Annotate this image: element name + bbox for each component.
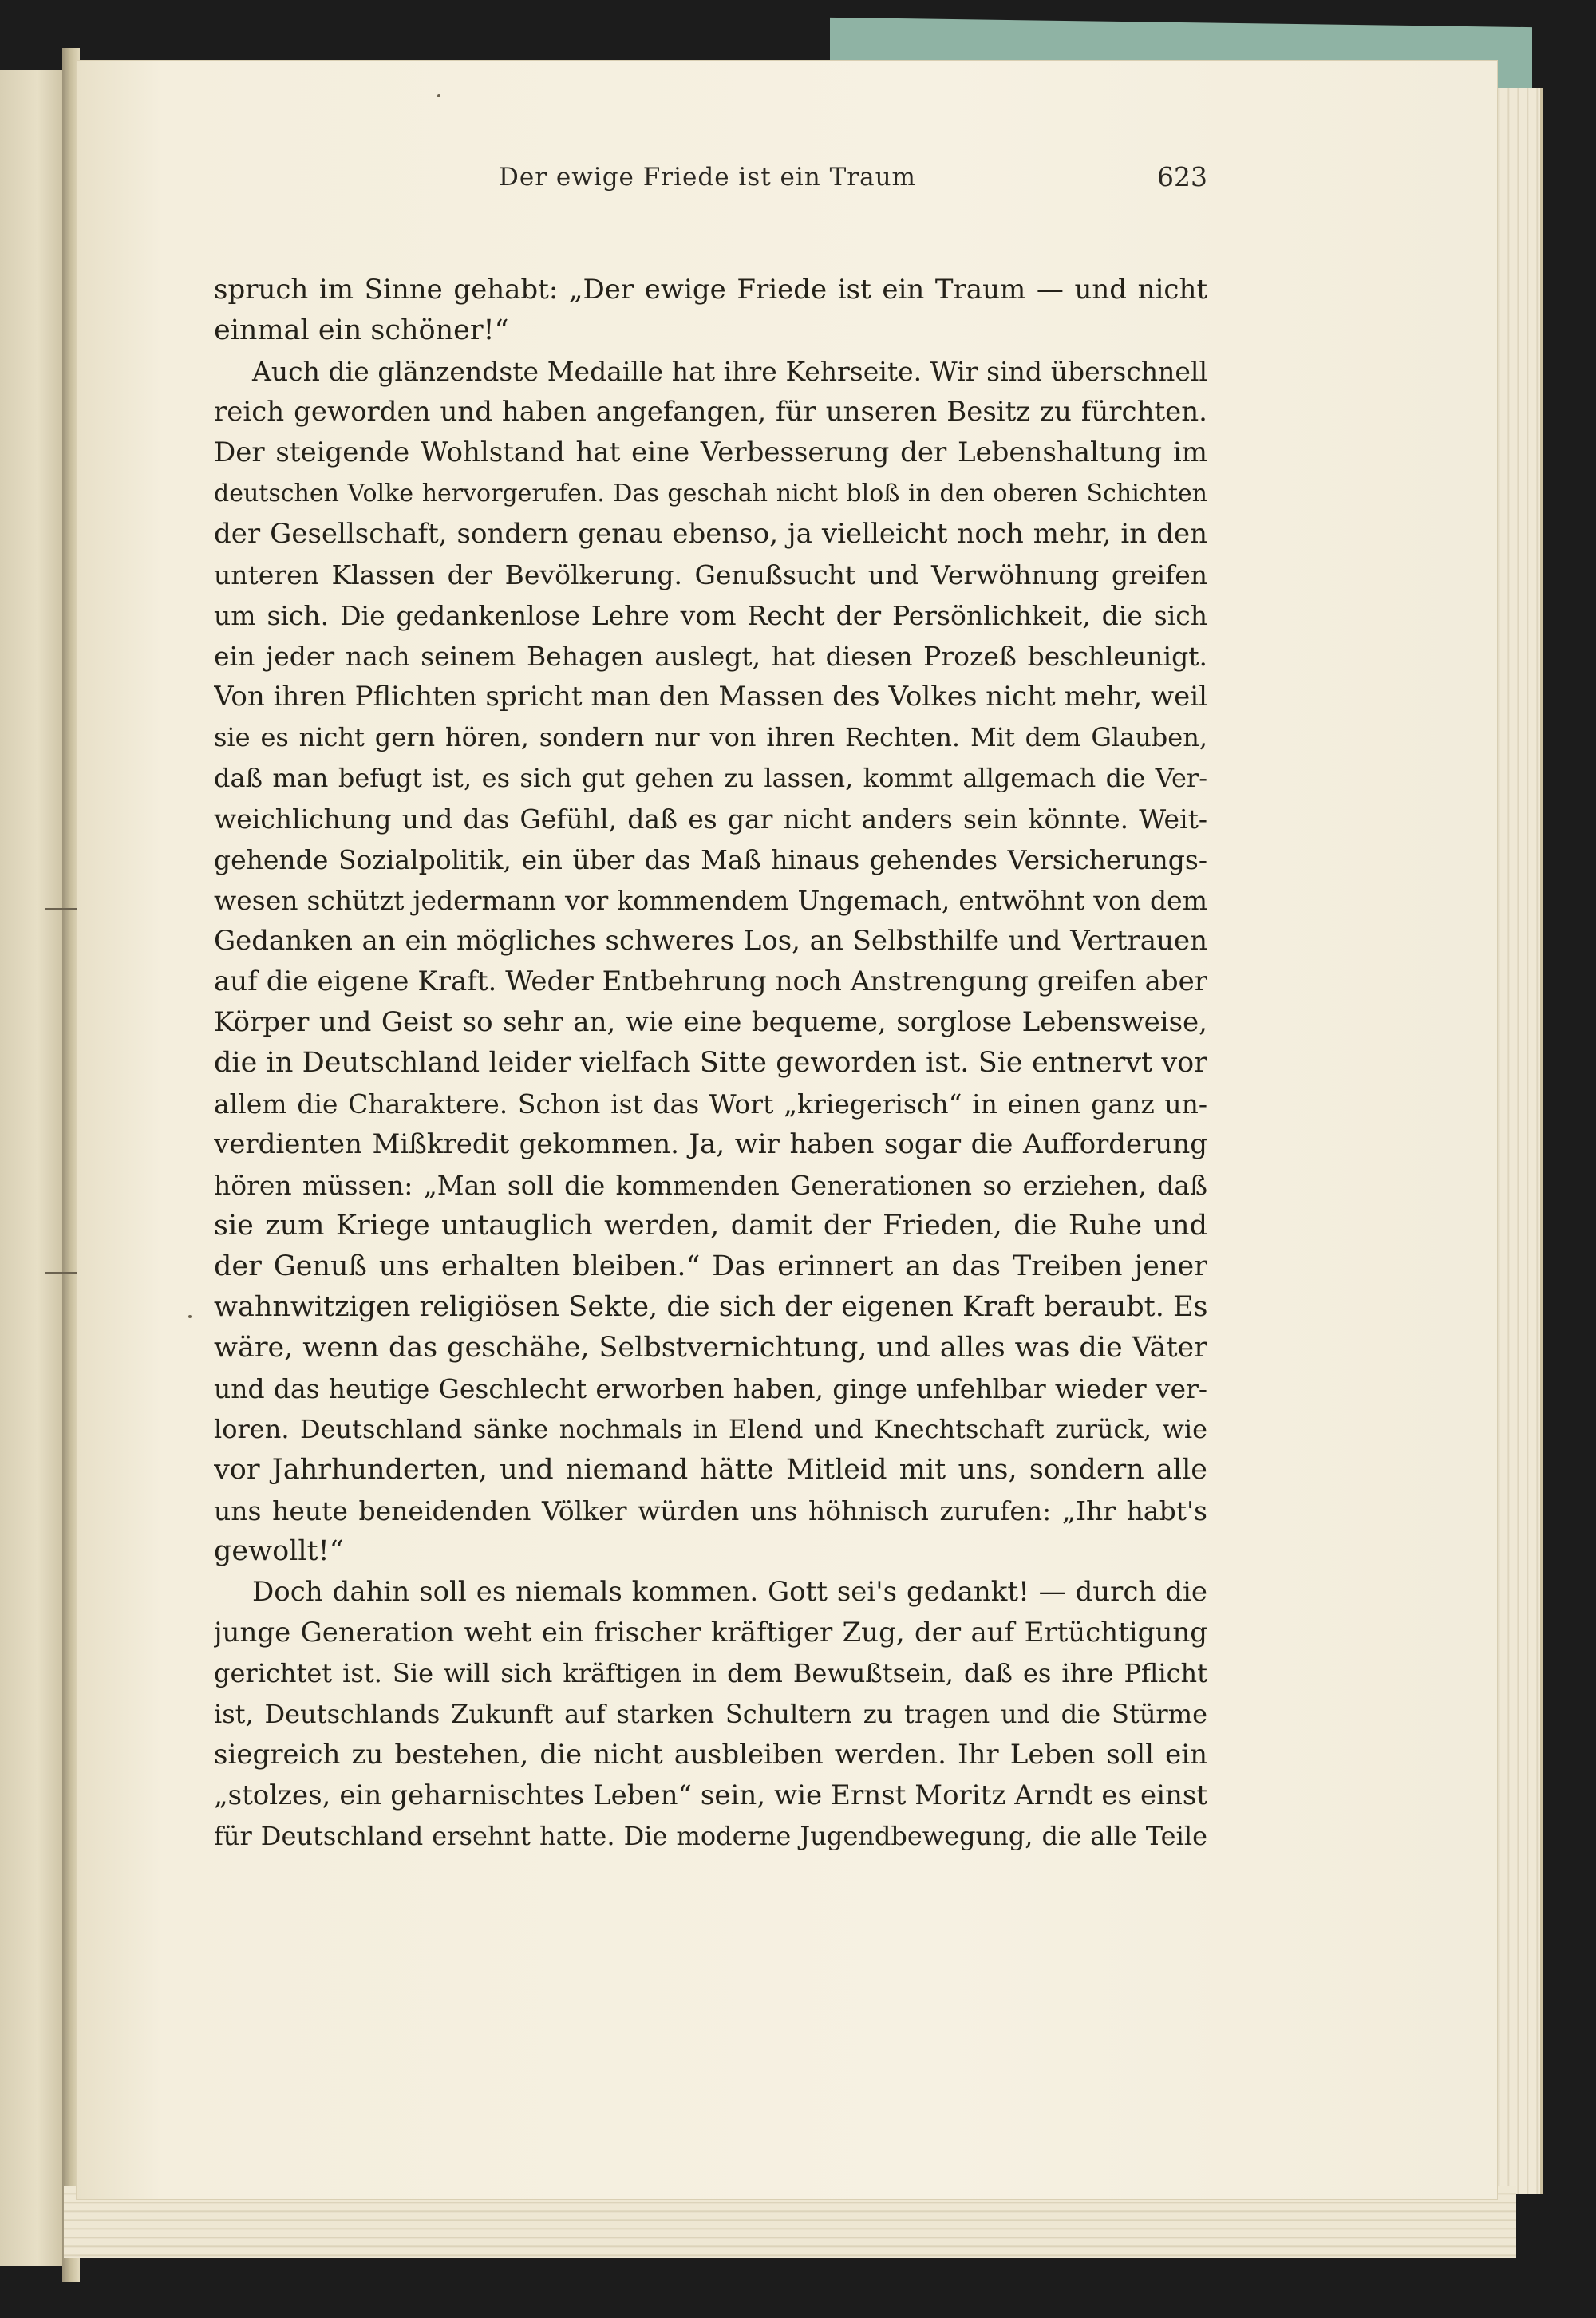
- text-line: junge Generation weht ein frischer kräftiger Zug, der auf Ertüchtigung: [214, 1617, 1207, 1649]
- text-line: sie zum Kriege untauglich werden, damit der Frieden, die Ruhe und: [214, 1210, 1207, 1242]
- binding-stitch: [45, 1272, 77, 1274]
- text-line: sie es nicht gern hören, sondern nur von ihren Rechten. Mit dem Glauben,: [214, 722, 1207, 752]
- text-line: Auch die glänzendste Medaille hat ihre Kehrseite. Wir sind überschnell: [252, 356, 1207, 387]
- binding-stitch: [45, 908, 77, 910]
- page-number: 623: [1157, 161, 1207, 192]
- text-line: Der steigende Wohlstand hat eine Verbesserung der Lebenshaltung im: [214, 436, 1207, 468]
- text-line: gehende Sozialpolitik, ein über das Maß hinaus gehendes Versicherungs-: [214, 844, 1207, 875]
- text-line: Doch dahin soll es niemals kommen. Gott sei's gedankt! — durch die: [252, 1576, 1207, 1608]
- text-line: deutschen Volke hervorgerufen. Das geschah nicht bloß in den oberen Schichten: [214, 480, 1207, 507]
- text-line: hören müssen: „Man soll die kommenden Generationen so erziehen, daß: [214, 1170, 1207, 1201]
- text-line: reich geworden und haben angefangen, für unseren Besitz zu fürchten.: [214, 396, 1207, 428]
- text-line: um sich. Die gedankenlose Lehre vom Recht der Persönlichkeit, die sich: [214, 600, 1207, 631]
- text-line: ein jeder nach seinem Behagen auslegt, hat diesen Prozeß beschleunigt.: [214, 641, 1207, 672]
- text-line: wesen schützt jedermann vor kommendem Ungemach, entwöhnt von dem: [214, 885, 1207, 916]
- body-text: [214, 270, 1207, 1857]
- text-line: für Deutschland ersehnt hatte. Die moderne Jugendbewegung, die alle Teile: [214, 1821, 1207, 1851]
- text-line: allem die Charaktere. Schon ist das Wort „kriegerisch“ in einen ganz un-: [214, 1088, 1207, 1120]
- text-line: verdienten Mißkredit gekommen. Ja, wir haben sogar die Aufforderung: [214, 1128, 1207, 1160]
- text-line: Körper und Geist so sehr an, wie eine bequeme, sorglose Lebensweise,: [214, 1006, 1207, 1038]
- text-line: siegreich zu bestehen, die nicht ausbleiben werden. Ihr Leben soll ein: [214, 1739, 1207, 1771]
- text-line: einmal ein schöner!“: [214, 314, 509, 346]
- running-head: [207, 152, 1207, 199]
- text-line: uns heute beneidenden Völker würden uns höhnisch zurufen: „Ihr habt's: [214, 1495, 1207, 1526]
- text-line: wahnwitzigen religiösen Sekte, die sich der eigenen Kraft beraubt. Es: [214, 1291, 1207, 1323]
- text-line: der Genuß uns erhalten bleiben.“ Das erinnert an das Treiben jener: [214, 1250, 1207, 1282]
- text-line: spruch im Sinne gehabt: „Der ewige Friede ist ein Traum — und nicht: [214, 274, 1207, 306]
- text-line: loren. Deutschland sänke nochmals in Elend und Knechtschaft zurück, wie: [214, 1414, 1207, 1444]
- text-line: „stolzes, ein geharnischtes Leben“ sein, wie Ernst Moritz Arndt es einst: [214, 1779, 1207, 1811]
- text-line: Von ihren Pflichten spricht man den Massen des Volkes nicht mehr, weil: [214, 681, 1207, 713]
- left-page-edge: [0, 70, 64, 2266]
- text-line: vor Jahrhunderten, und niemand hätte Mitleid mit uns, sondern alle: [214, 1454, 1207, 1486]
- text-line: gewollt!“: [214, 1535, 344, 1567]
- paper-speck: [188, 1315, 192, 1318]
- text-line: weichlichung und das Gefühl, daß es gar nicht anders sein könnte. Weit-: [214, 804, 1207, 835]
- text-line: unteren Klassen der Bevölkerung. Genußsucht und Verwöhnung greifen: [214, 559, 1207, 590]
- text-line: Gedanken an ein mögliches schweres Los, an Selbsthilfe und Vertrauen: [214, 925, 1207, 957]
- running-head-title: Der ewige Friede ist ein Traum: [499, 163, 916, 192]
- text-line: die in Deutschland leider vielfach Sitte geworden ist. Sie entnervt vor: [214, 1047, 1207, 1079]
- text-line: daß man befugt ist, es sich gut gehen zu lassen, kommt allgemach die Ver-: [214, 763, 1207, 793]
- paper-speck: [437, 94, 440, 97]
- text-line: ist, Deutschlands Zukunft auf starken Schultern zu tragen und die Stürme: [214, 1699, 1207, 1729]
- text-line: wäre, wenn das geschähe, Selbstvernichtung, und alles was die Väter: [214, 1332, 1207, 1364]
- text-line: auf die eigene Kraft. Weder Entbehrung noch Anstrengung greifen aber: [214, 966, 1207, 997]
- text-line: der Gesellschaft, sondern genau ebenso, ja vielleicht noch mehr, in den: [214, 518, 1207, 550]
- text-line: gerichtet ist. Sie will sich kräftigen in dem Bewußtsein, daß es ihre Pflicht: [214, 1658, 1207, 1688]
- text-line: und das heutige Geschlecht erworben haben, ginge unfehlbar wieder ver-: [214, 1373, 1207, 1404]
